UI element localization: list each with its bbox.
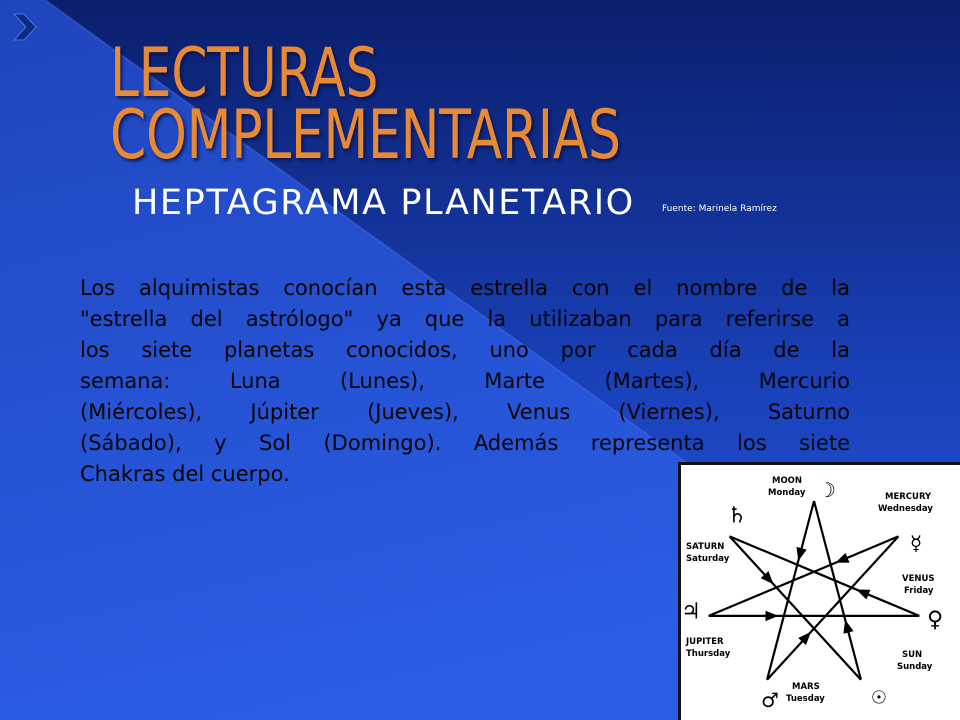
sun-symbol-icon: ☉	[870, 687, 888, 709]
body-paragraph	[80, 273, 850, 490]
planet-day: Monday	[768, 488, 806, 498]
planet-day: Sunday	[897, 662, 933, 672]
planet-name: VENUS	[902, 574, 935, 584]
planet-name: MOON	[772, 476, 803, 486]
planet-name: MERCURY	[885, 492, 932, 502]
subtitle: HEPTAGRAMA PLANETARIO	[132, 183, 635, 223]
body-line: semana: Luna (Lunes), Marte (Martes), Mercurio	[80, 369, 850, 393]
heptagram-diagram	[678, 462, 960, 720]
planet-day: Tuesday	[786, 694, 825, 704]
venus-symbol-icon: ♀	[926, 607, 944, 633]
body-line: Los alquimistas conocían esta estrella con el nombre de la	[80, 276, 850, 300]
body-line: Chakras del cuerpo.	[80, 462, 290, 486]
planet-name: JUPITER	[686, 637, 724, 647]
body-line: "estrella del astrólogo" ya que la utilizaban para referirse a	[80, 307, 850, 331]
mercury-symbol-icon: ☿	[909, 531, 923, 555]
saturn-symbol-icon: ♄	[727, 503, 747, 529]
planet-name: SATURN	[686, 542, 725, 552]
title-line-1: LECTURAS	[110, 34, 379, 113]
moon-symbol-icon: ☽	[818, 478, 836, 502]
body-line: (Miércoles), Júpiter (Jueves), Venus (Viernes), Saturno	[80, 400, 850, 424]
body-line: los siete planetas conocidos, uno por cada día de la	[80, 338, 850, 362]
planet-day: Thursday	[686, 649, 731, 659]
planet-day: Saturday	[686, 554, 730, 564]
planet-day: Friday	[904, 586, 934, 596]
body-line: (Sábado), y Sol (Domingo). Además representa los siete	[80, 431, 850, 455]
planet-day: Wednesday	[878, 504, 933, 514]
planet-name: SUN	[902, 650, 923, 660]
source-credit: Fuente: Marinela Ramírez	[662, 204, 777, 214]
mars-symbol-icon: ♂	[761, 688, 779, 712]
planet-name: MARS	[792, 682, 820, 692]
jupiter-symbol-icon: ♃	[681, 599, 701, 625]
title-line-2: COMPLEMENTARIAS	[110, 96, 621, 175]
